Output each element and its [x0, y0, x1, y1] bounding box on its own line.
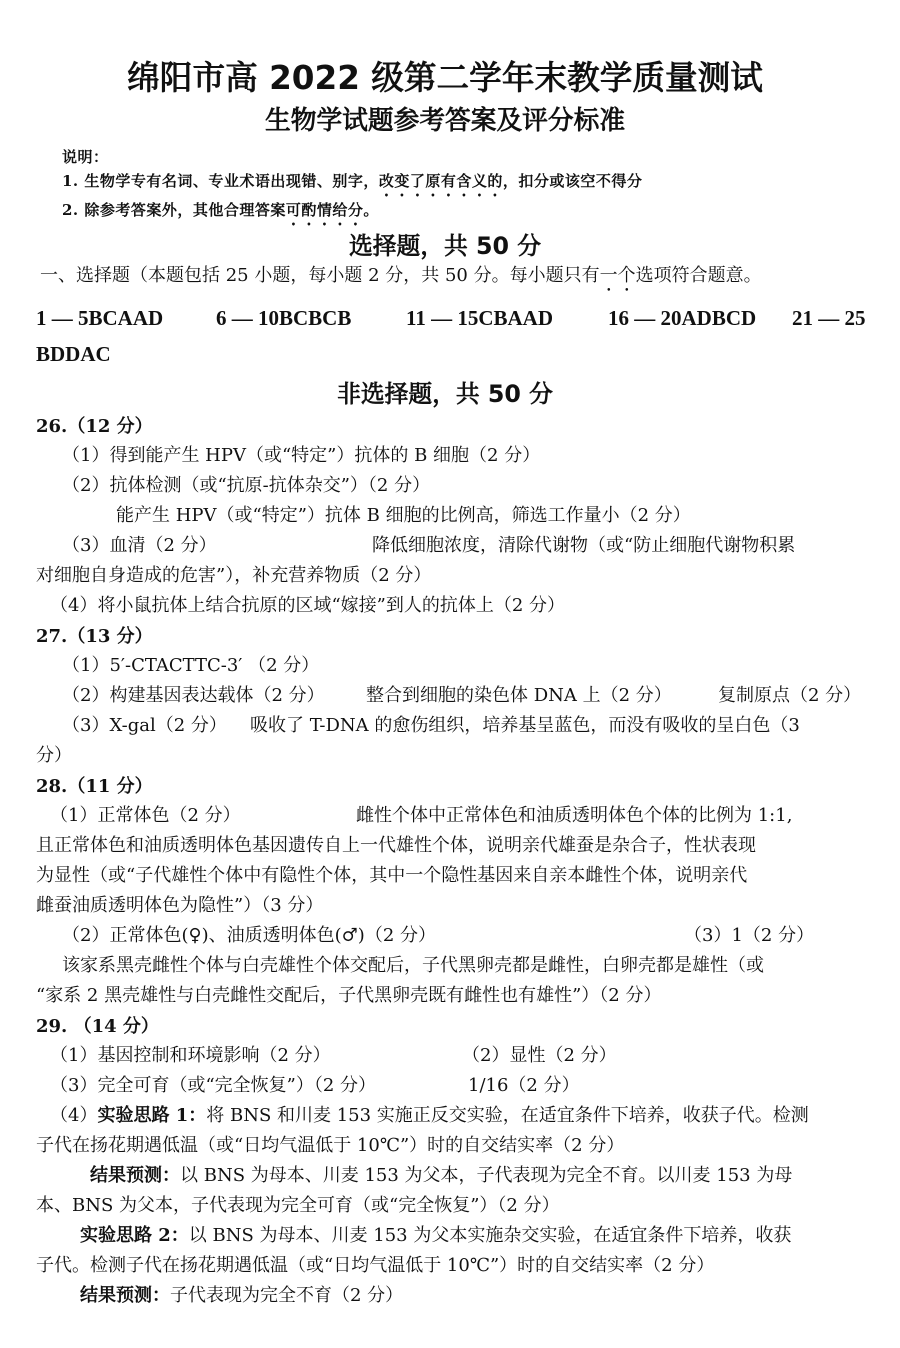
- q29-prediction-2-text: 子代表现为完全不育（2 分）: [170, 1285, 404, 1306]
- note-2-text-end: 。: [363, 201, 379, 219]
- q29-line-3: [50, 1101, 809, 1127]
- answer-group-5-label: 21 — 25: [792, 306, 866, 330]
- q26-line-5: 对细胞自身造成的危害”），补充营养物质（2 分）: [36, 565, 432, 586]
- note-2-emphasis: 可酌情给分: [285, 201, 364, 219]
- q27-line-4: 分）: [36, 745, 72, 766]
- q26-line-3: 能产生 HPV（或“特定”）抗体 B 细胞的比例高，筛选工作量小（2 分）: [116, 505, 691, 526]
- q27-line-2c: 复制原点（2 分）: [718, 685, 862, 706]
- note-2-text: 2. 除参考答案外，其他合理答案: [62, 201, 286, 219]
- question-29-label: 29. （14 分）: [36, 1016, 159, 1037]
- q27-line-3b: 吸收了 T-DNA 的愈伤组织，培养基呈蓝色，而没有吸收的呈白色（3: [250, 715, 800, 736]
- q29-line-4: 子代在扬花期遇低温（或“日均气温低于 10℃”）时的自交结实率（2 分）: [36, 1135, 625, 1156]
- choice-instruction: [40, 261, 762, 296]
- answer-group-1: 1 — 5BCAAD: [36, 306, 164, 330]
- q29-line-6: 本、BNS 为父本，子代表现为完全可育（或“完全恢复”）（2 分）: [36, 1195, 560, 1216]
- q29-line-9: [80, 1281, 403, 1307]
- q29-line-1a: （1）基因控制和环境影响（2 分）: [50, 1045, 331, 1066]
- q29-part-4-prefix: （4）: [50, 1105, 98, 1126]
- note-1-text: 1. 生物学专有名词、专业术语出现错、别字，: [62, 172, 379, 190]
- page-subtitle: 生物学试题参考答案及评分标准: [265, 106, 626, 136]
- q26-line-4a: （3）血清（2 分）: [62, 535, 217, 556]
- q26-line-1: （1）得到能产生 HPV（或“特定”）抗体的 B 细胞（2 分）: [62, 445, 541, 466]
- q28-line-7: “家系 2 黑壳雄性与白壳雌性交配后，子代黑卵壳既有雌性也有雄性”）（2 分）: [36, 985, 662, 1006]
- q29-idea-1-text: 将 BNS 和川麦 153 实施正反交实验，在适宜条件下培养，收获子代。检测: [206, 1105, 809, 1126]
- q29-line-1b: （2）显性（2 分）: [462, 1045, 617, 1066]
- q28-line-4: 雌蚕油质透明体色为隐性”）（3 分）: [36, 895, 324, 916]
- q28-line-6: 该家系黑壳雌性个体与白壳雄性个体交配后，子代黑卵壳都是雌性，白卵壳都是雄性（或: [62, 955, 764, 976]
- q29-line-2b: 1/16（2 分）: [468, 1075, 580, 1096]
- note-item-1: [62, 170, 642, 200]
- q29-line-2a: （3）完全可育（或“完全恢复”）（2 分）: [50, 1075, 377, 1096]
- choice-instruction-end: 选项符合题意。: [635, 265, 762, 286]
- q29-prediction-2-label: 结果预测：: [80, 1285, 170, 1306]
- answer-group-3: 11 — 15CBAAD: [406, 306, 554, 330]
- q28-line-1b: 雌性个体中正常体色和油质透明体色个体的比例为 1:1,: [356, 805, 793, 826]
- q29-prediction-1-label: 结果预测：: [90, 1165, 180, 1186]
- nonchoice-section-header: 非选择题，共 50 分: [337, 380, 553, 408]
- note-1-text-end: ，扣分或该空不得分: [502, 172, 643, 190]
- q27-line-3a: （3）X-gal（2 分）: [62, 715, 227, 736]
- choice-section-header: 选择题，共 50 分: [349, 232, 542, 260]
- q28-line-3: 为显性（或“子代雄性个体中有隐性个体，其中一个隐性基因来自亲本雌性个体，说明亲代: [36, 865, 748, 886]
- q27-line-2b: 整合到细胞的染色体 DNA 上（2 分）: [366, 685, 672, 706]
- note-item-2: [62, 199, 379, 229]
- q29-line-7: [80, 1221, 791, 1247]
- q28-line-1a: （1）正常体色（2 分）: [50, 805, 241, 826]
- q26-line-6: （4）将小鼠抗体上结合抗原的区域“嫁接”到人的抗体上（2 分）: [50, 595, 566, 616]
- q29-prediction-1-text: 以 BNS 为母本、川麦 153 为父本，子代表现为完全不育。以川麦 153 为母: [180, 1165, 793, 1186]
- notes-heading: 说明：: [62, 148, 109, 166]
- answer-group-5-values: BDDAC: [36, 342, 111, 366]
- answer-group-2: 6 — 10BCBCB: [216, 306, 352, 330]
- q29-idea-1-label: 实验思路 1：: [97, 1105, 207, 1126]
- q27-line-1: （1）5′-CTACTTC-3′ （2 分）: [62, 655, 320, 676]
- question-26-label: 26.（12 分）: [36, 416, 153, 437]
- answer-group-4: 16 — 20ADBCD: [608, 306, 757, 330]
- q28-line-5b: （3）1（2 分）: [684, 925, 815, 946]
- q26-line-4b: 降低细胞浓度，清除代谢物（或“防止细胞代谢物积累: [372, 535, 796, 556]
- question-27-label: 27.（13 分）: [36, 626, 153, 647]
- q29-idea-2-text: 以 BNS 为母本、川麦 153 为父本实施杂交实验，在适宜条件下培养，收获: [188, 1225, 792, 1246]
- choice-instruction-text: 一、选择题（本题包括 25 小题，每小题 2 分，共 50 分。每小题只有: [40, 265, 600, 286]
- q28-line-5a: （2）正常体色(♀)、油质透明体色(♂)（2 分）: [62, 925, 437, 946]
- q28-line-2: 且正常体色和油质透明体色基因遗传自上一代雄性个体，说明亲代雄蚕是杂合子，性状表现: [36, 835, 756, 856]
- q29-line-8: 子代。检测子代在扬花期遇低温（或“日均气温低于 10℃”）时的自交结实率（2 分）: [36, 1255, 715, 1276]
- choice-instruction-emphasis: 一个: [599, 265, 636, 286]
- q29-line-5: [90, 1161, 792, 1187]
- page-title: 绵阳市高 2022 级第二学年末教学质量测试: [127, 58, 763, 97]
- q29-idea-2-label: 实验思路 2：: [80, 1225, 189, 1246]
- q27-line-2a: （2）构建基因表达载体（2 分）: [62, 685, 325, 706]
- q26-line-2: （2）抗体检测（或“抗原-抗体杂交”）（2 分）: [62, 475, 431, 496]
- note-1-emphasis: 改变了原有含义的: [378, 172, 503, 190]
- question-28-label: 28.（11 分）: [36, 776, 153, 797]
